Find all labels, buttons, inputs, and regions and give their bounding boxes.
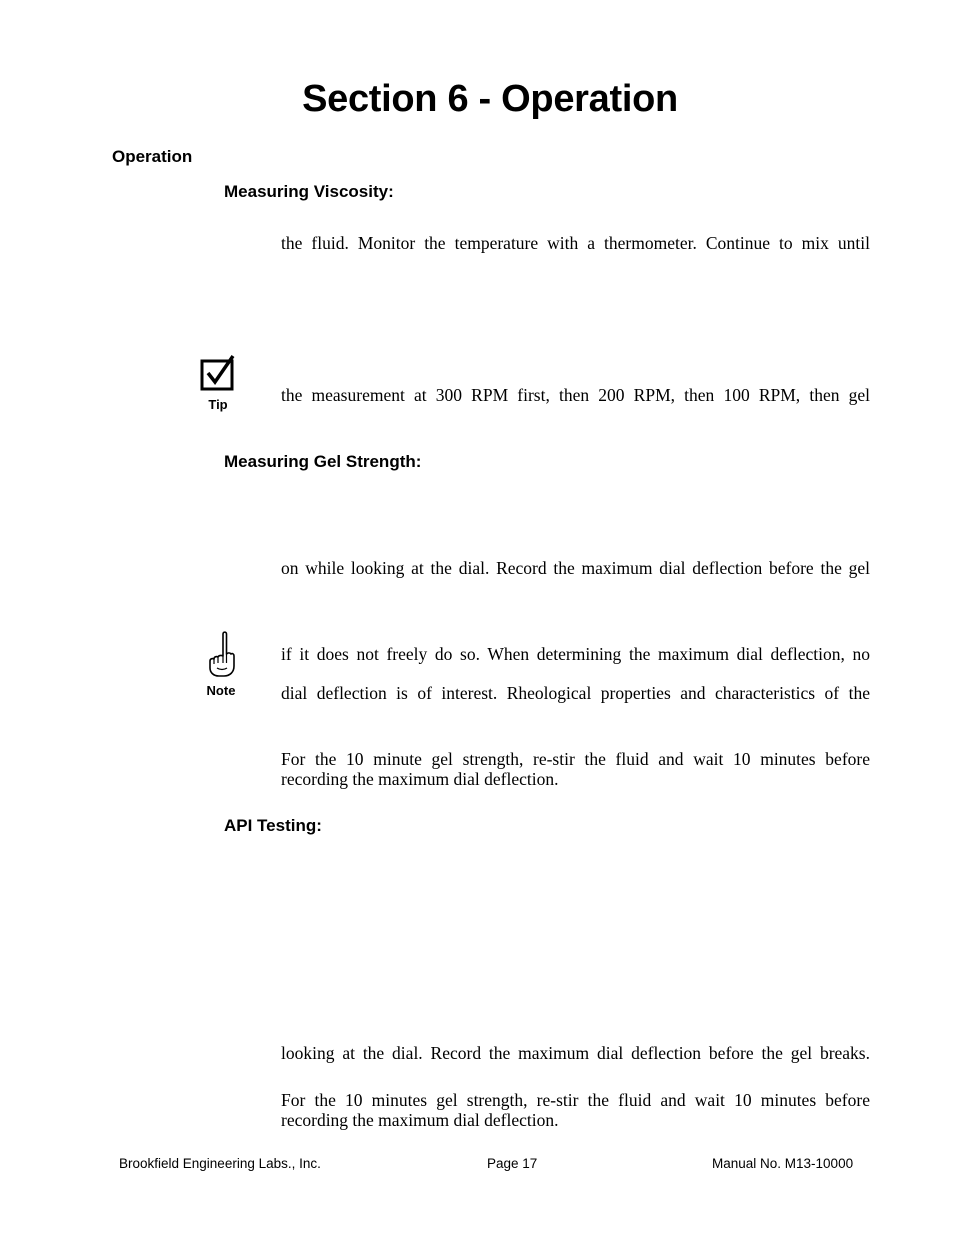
subheading-measuring-viscosity: Measuring Viscosity:	[224, 182, 394, 201]
viscosity-text-line: the fluid. Monitor the temperature with a thermometer. Continue to mix until	[281, 233, 870, 253]
note-icon	[205, 630, 237, 680]
page-title: Section 6 - Operation	[302, 78, 678, 120]
note-text-line-1: if it does not freely do so. When determining the maximum dial deflection, no	[281, 644, 870, 664]
checkbox-check-icon	[199, 354, 237, 394]
note-label: Note	[206, 683, 236, 698]
tip-label: Tip	[208, 397, 228, 412]
tip-text-line: the measurement at 300 RPM first, then 200 RPM, then 100 RPM, then gel	[281, 385, 870, 405]
subheading-api-testing: API Testing:	[224, 816, 322, 835]
footer-manual-number: Manual No. M13-10000	[712, 1156, 854, 1171]
footer-company: Brookfield Engineering Labs., Inc.	[119, 1156, 321, 1171]
api-testing-text-line: looking at the dial. Record the maximum dial deflection before the gel breaks.	[281, 1043, 870, 1063]
tip-icon	[199, 354, 237, 394]
gel-strength-10min-paragraph: For the 10 minute gel strength, re-stir the fluid and wait 10 minutes before recording the maximum dial deflection.	[281, 749, 870, 789]
api-testing-10min-paragraph: For the 10 minutes gel strength, re-stir the fluid and wait 10 minutes before recording the maximum dial deflection.	[281, 1090, 870, 1130]
subheading-measuring-gel-strength: Measuring Gel Strength:	[224, 452, 422, 471]
section-heading-operation: Operation	[112, 147, 193, 166]
footer-page-number: Page 17	[487, 1156, 538, 1171]
gel-strength-text-line: on while looking at the dial. Record the maximum dial deflection before the gel	[281, 558, 870, 578]
pointing-hand-icon	[205, 630, 237, 680]
note-text-line-2: dial deflection is of interest. Rheological properties and characteristics of the	[281, 683, 870, 703]
